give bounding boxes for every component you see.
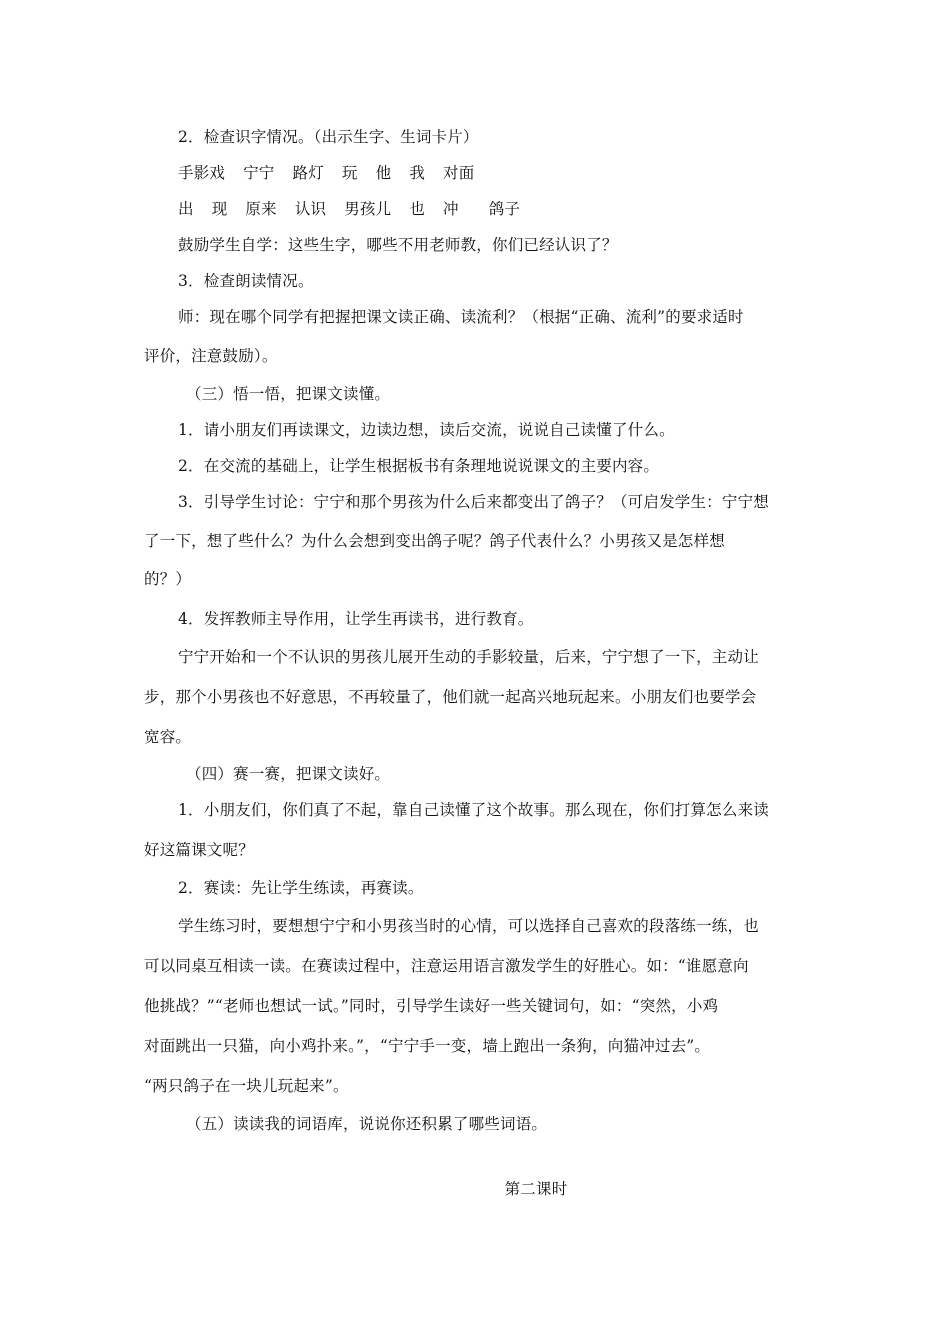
paragraph-line: 评价，注意鼓励）。 — [144, 347, 278, 365]
paragraph-line: 1．小朋友们，你们真了不起，靠自己读懂了这个故事。那么现在，你们打算怎么来读 — [178, 801, 769, 819]
paragraph-line: 宁宁开始和一个不认识的男孩儿展开生动的手影较量，后来，宁宁想了一下，主动让 — [178, 648, 759, 666]
vocab-word: 他 — [375, 164, 392, 182]
vocab-word: 男孩儿 — [344, 200, 392, 218]
vocab-word: 冲 — [443, 200, 459, 218]
section-heading: （五）读读我的词语库，说说你还积累了哪些词语。 — [186, 1115, 548, 1133]
paragraph-line: 2．在交流的基础上，让学生根据板书有条理地说说课文的主要内容。 — [178, 457, 660, 475]
vocab-word: 宁宁 — [243, 164, 275, 182]
lesson-title: 第二课时 — [504, 1180, 568, 1198]
paragraph-line: 对面跳出一只猫，向小鸡扑来。”，“宁宁手一变，墙上跑出一条狗，向猫冲过去”。 — [144, 1037, 711, 1055]
vocab-word: 认识 — [294, 200, 327, 218]
vocab-word: 现 — [211, 200, 228, 218]
section-heading: （三）悟一悟，把课文读懂。 — [186, 385, 391, 403]
paragraph-line: 宽容。 — [144, 728, 192, 746]
paragraph-line: 师：现在哪个同学有把握把课文读正确、读流利？（根据“正确、流利”的要求适时 — [178, 308, 744, 326]
paragraph-line: 的？） — [144, 570, 192, 588]
vocab-word: 鸽子 — [488, 200, 521, 218]
paragraph-line: 2．赛读：先让学生练读，再赛读。 — [178, 879, 424, 897]
paragraph-line: 步，那个小男孩也不好意思，不再较量了，他们就一起高兴地玩起来。小朋友们也要学会 — [144, 688, 757, 706]
vocab-word: 玩 — [341, 164, 358, 182]
vocab-row-2 — [178, 199, 520, 219]
paragraph-line: 好这篇课文呢？ — [144, 841, 254, 859]
vocab-word: 手影戏 — [178, 164, 226, 182]
paragraph-line: 1．请小朋友们再读课文，边读边想，读后交流，说说自己读懂了什么。 — [178, 421, 675, 439]
paragraph-line: 学生练习时，要想想宁宁和小男孩当时的心情，可以选择自己喜欢的段落练一练，也 — [178, 917, 759, 935]
paragraph-line: 4．发挥教师主导作用，让学生再读书，进行教育。 — [178, 610, 534, 628]
vocab-word: 也 — [409, 200, 426, 218]
vocab-word: 出 — [178, 200, 194, 218]
paragraph-line: 3．引导学生讨论：宁宁和那个男孩为什么后来都变出了鸽子？（可启发学生：宁宁想 — [178, 493, 769, 511]
paragraph-line: 鼓励学生自学：这些生字，哪些不用老师教，你们已经认识了？ — [178, 236, 618, 254]
paragraph-line: 了一下，想了些什么？为什么会想到变出鸽子呢？鸽子代表什么？小男孩又是怎样想 — [144, 532, 725, 550]
vocab-word: 原来 — [245, 200, 277, 218]
paragraph-line: “两只鸽子在一块儿玩起来”。 — [144, 1077, 349, 1095]
vocab-word: 对面 — [443, 164, 475, 182]
vocab-word: 我 — [409, 164, 426, 182]
paragraph-line: 他挑战？”“老师也想试一试。”同时，引导学生读好一些关键词句，如：“突然，小鸡 — [144, 997, 719, 1015]
section-heading: （四）赛一赛，把课文读好。 — [186, 765, 391, 783]
step-check-characters: 2．检查识字情况。（出示生字、生词卡片） — [178, 128, 479, 146]
vocab-word: 路灯 — [292, 164, 324, 182]
paragraph-line: 可以同桌互相读一读。在赛读过程中，注意运用语言激发学生的好胜心。如：“谁愿意向 — [144, 957, 749, 975]
step-check-reading: 3．检查朗读情况。 — [178, 272, 314, 290]
vocab-row-1 — [178, 163, 474, 183]
